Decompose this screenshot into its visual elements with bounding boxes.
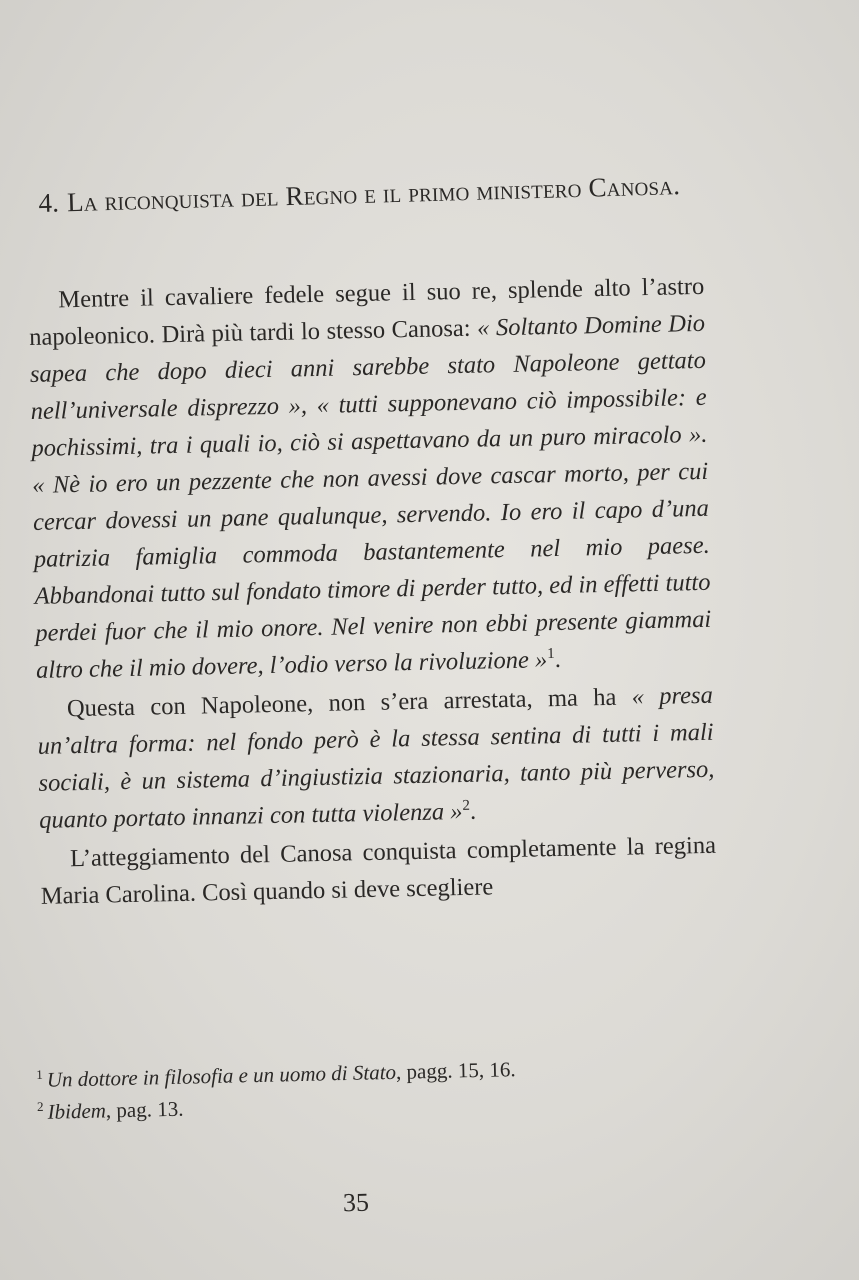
section-number: 4. [38,187,60,218]
paragraph [37,677,716,839]
section-title: La riconquista del Regno e il primo ministero Canosa. [66,170,681,218]
text-run: , pagg. 15, 16. [395,1057,516,1084]
footnote-marker: 1 [36,1066,43,1082]
footnote-reference: 1 [546,645,555,663]
quoted-text: « presa un’altra forma: nel fondo però è la stessa sentina di tutti i mali sociali, è un sistema d’ingiustizia stazionaria, tanto più perverso, quanto portato innanzi con tutta violenza » [37,681,715,834]
quoted-text: « Soltanto Domine Dio sapea che dopo dieci anni sarebbe stato Napoleone gettato nell’universale disprezzo », « tutti supponevano ciò impossibile: e pochissimi, tra i quali io, ciò si aspettavano da un puro miracolo ». « Nè io ero un pezzente che non avessi dove cascar morto, per cui cercar dovessi un pane qualunque, servendo. Io ero il capo d’una patrizia famiglia commoda bastantemente nel mio paese. Abbandonai tutto sul fondato timore di perder tutto, ed in effetti tutto perdei fuor che il mio onore. Nel venire non ebbi presente giammai altro che il mio dovere, l’odio verso la rivoluzione » [29,309,712,684]
text-run: . [469,797,477,825]
section-heading [38,166,739,220]
quoted-text: Un dottore in filosofia e un uomo di Stato [46,1059,397,1092]
paragraph [40,827,717,915]
body-text [28,268,717,915]
text-run: L’atteggiamento del Canosa conquista completamente la regina Maria Carolina. Così quando si deve scegliere [40,831,717,910]
footnote-reference: 2 [462,797,471,814]
footnote-marker: 2 [36,1098,44,1114]
text-run: , pag. 13. [105,1096,184,1123]
text-run: Questa con Napoleone, non s’era arrestata, ma ha [66,683,632,723]
text-run: . [554,645,562,674]
text-run: Mentre il cavaliere fedele segue il suo re, splende alto l’astro napoleonico. Dirà più tardi lo stesso Canosa: [28,272,705,351]
paragraph [28,268,712,689]
footnotes [36,1049,697,1128]
quoted-text: Ibidem [47,1098,107,1124]
page-number: 35 [342,1187,370,1218]
